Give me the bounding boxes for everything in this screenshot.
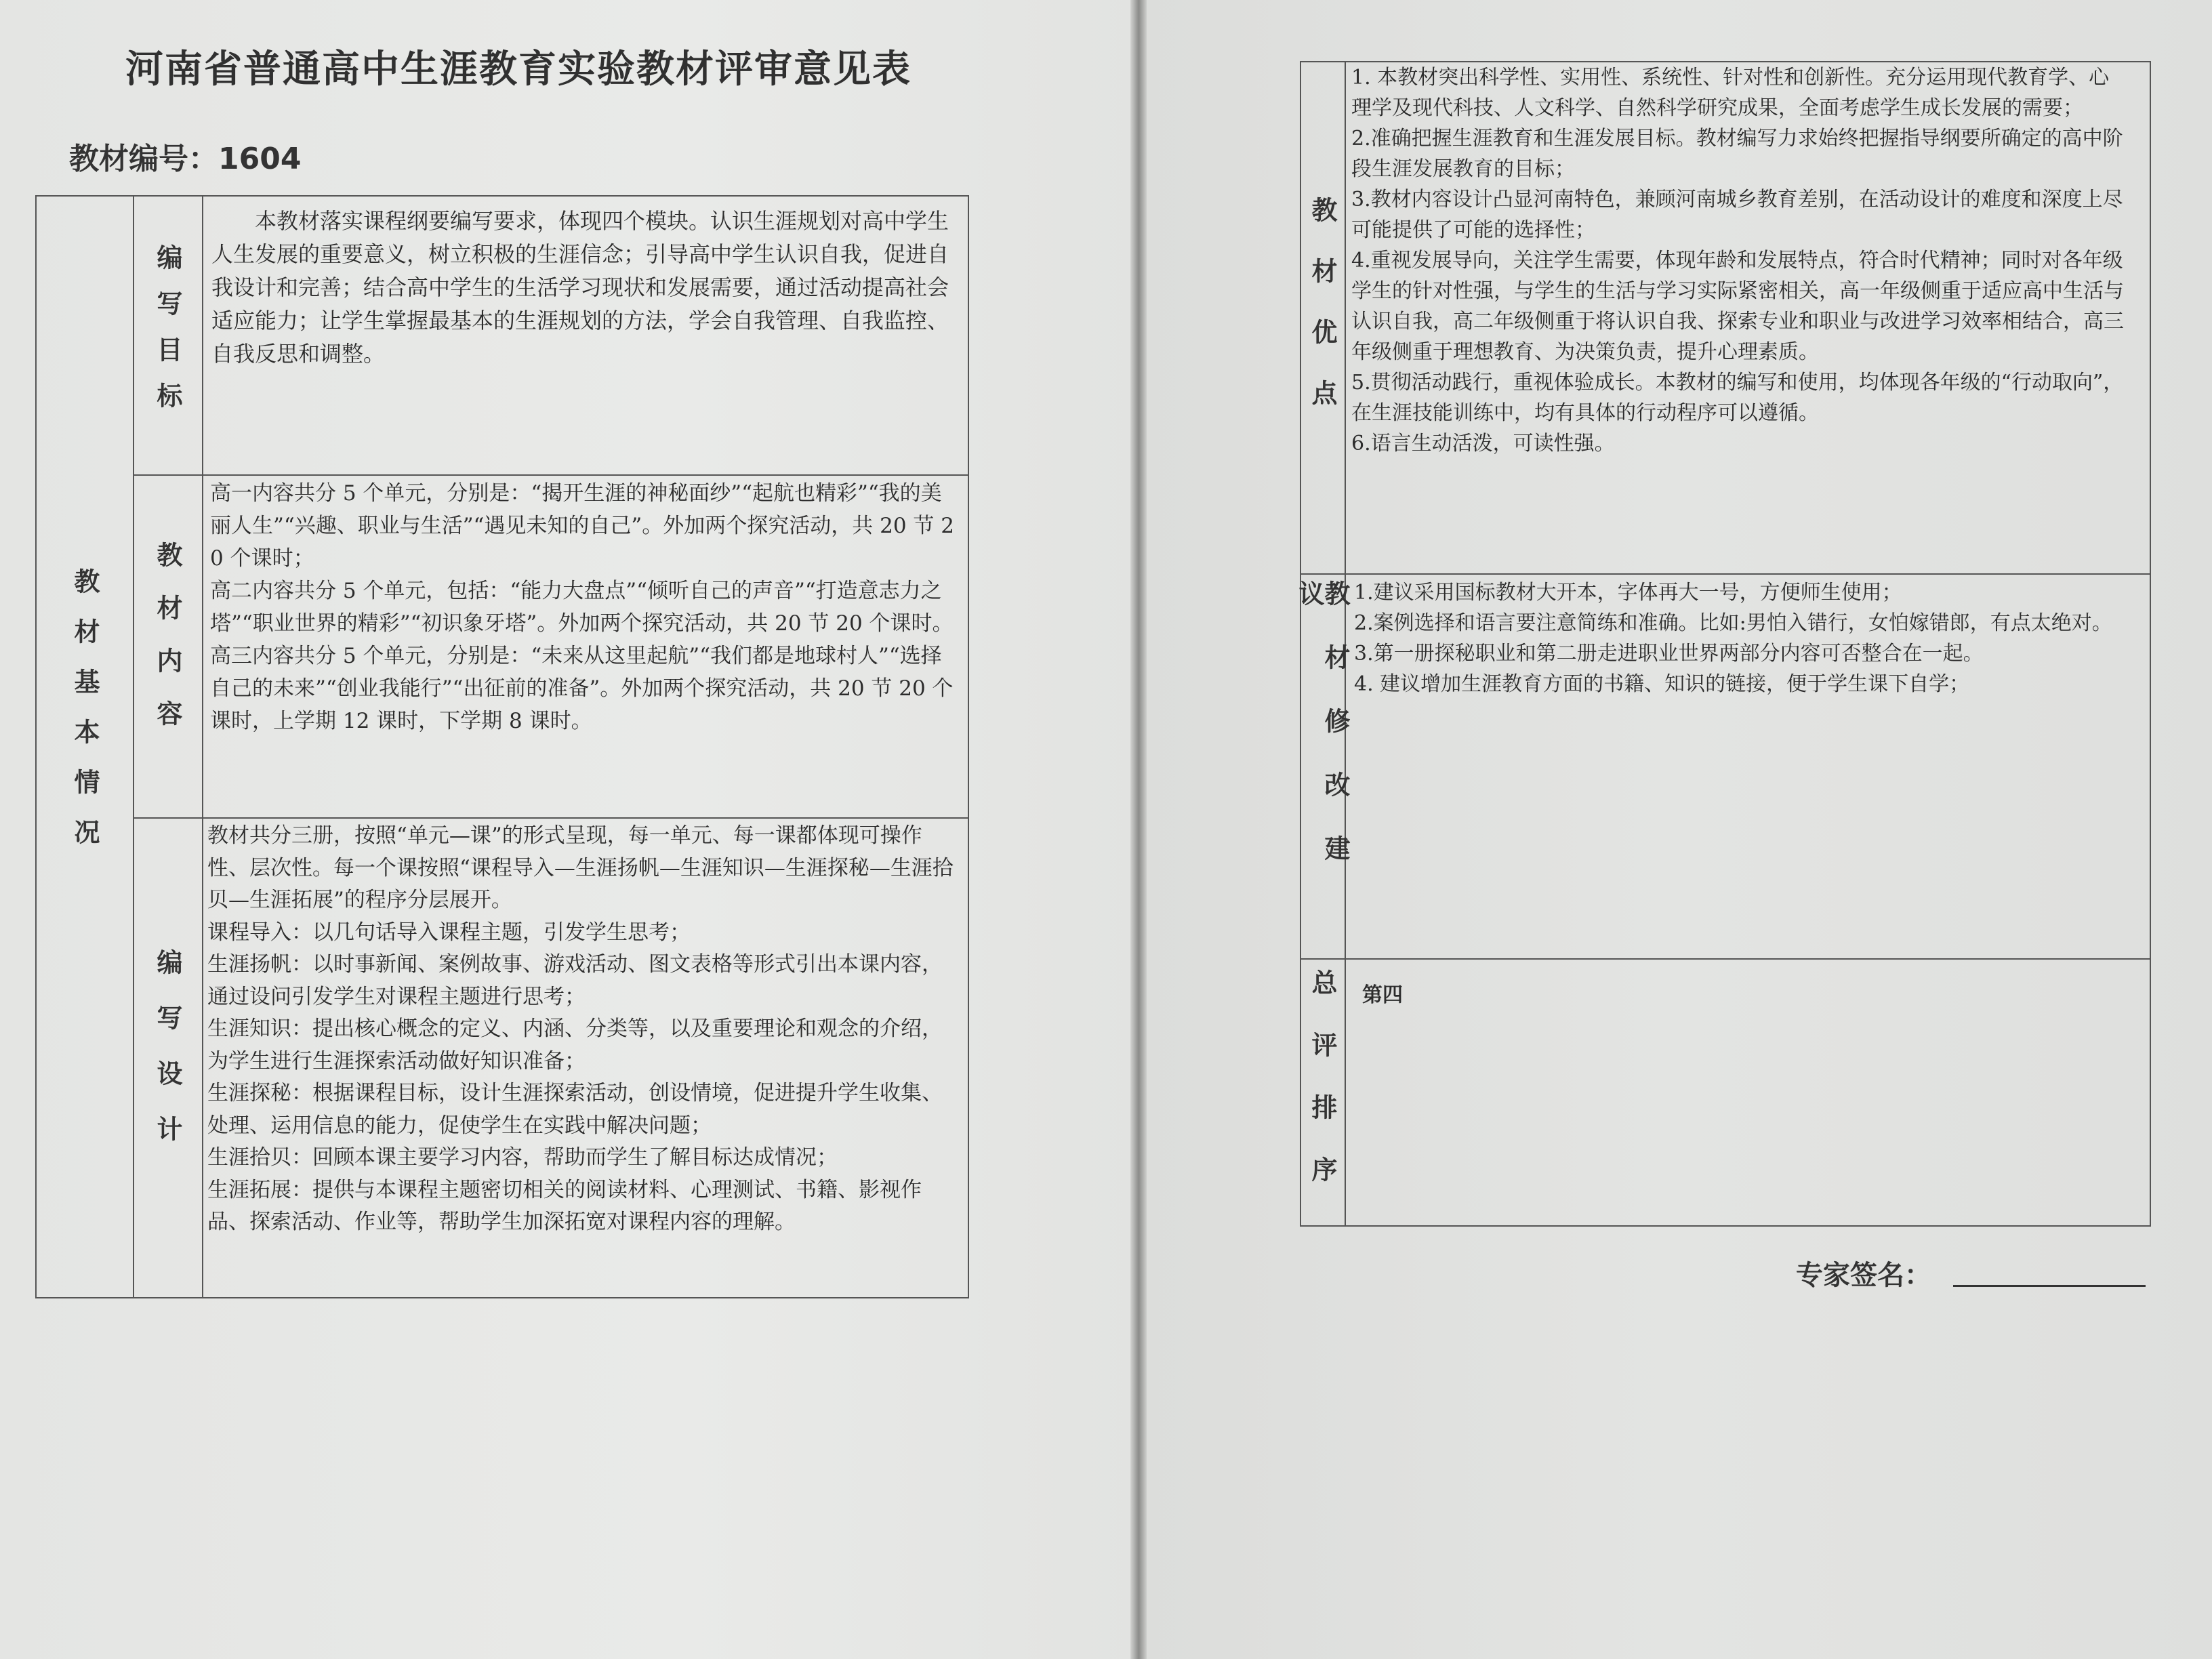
row-label-text: 教材优点 — [1307, 197, 1337, 441]
cell-material-content — [210, 477, 960, 737]
paragraph: 1. 本教材突出科学性、实用性、系统性、针对性和创新性。充分运用现代教育学、心理学及现代科技、人文科学、自然科学研究成果，全面考虑学生成长发展的需要； — [1351, 66, 2110, 120]
table-divider — [133, 817, 969, 819]
row-label-text: 编写目标 — [152, 244, 182, 428]
row-label-text: 总评排序 — [1307, 969, 1337, 1218]
row-label-strengths — [1301, 68, 1343, 569]
row-label-writing-design — [136, 823, 199, 1297]
row-label-text: 教材内容 — [152, 541, 182, 753]
paragraph: 本教材落实课程纲要编写要求，体现四个模块。认识生涯规划对高中学生人生发展的重要意义，树立积极的生涯信念；引导高中学生认识自我，促进自我设计和完善；结合高中学生的生活学习现状和发展需要，通过活动提高社会适应能力；让学生掌握最基本的生涯规划的方法，学会自我管理、自我监控、自我反思和调整。 — [211, 208, 949, 367]
cell-revision-suggestions — [1354, 577, 2133, 699]
cell-overall-ranking — [1362, 980, 2108, 1010]
table-divider — [202, 195, 203, 1298]
expert-signature-label: 专家签名： — [1796, 1260, 1931, 1291]
paragraph: 2.准确把握生涯教育和生涯发展目标。教材编写力求始终把握指导纲要所确定的高中阶段生涯发展教育的目标； — [1351, 127, 2123, 181]
cell-writing-design — [207, 820, 960, 1239]
paragraph: 5.贯彻活动践行，重视体验成长。本教材的编写和使用，均体现各年级的“行动取向”，在生涯技能训练中，均有具体的行动程序可以遵循。 — [1351, 371, 2124, 425]
page-gutter — [1130, 0, 1147, 1659]
table-divider — [1300, 958, 2151, 960]
paragraph: 6.语言生动活泼，可读性强。 — [1351, 432, 1615, 455]
paragraph: 生涯探秘：根据课程目标，设计生涯探索活动，创设情境，促进提升学生收集、处理、运用信息的能力，促使学生在实践中解决问题； — [207, 1081, 943, 1138]
paragraph: 教材共分三册，按照“单元—课”的形式呈现，每一单元、每一课都体现可操作性、层次性。每一个课按照“课程导入—生涯扬帆—生涯知识—生涯探秘—生涯拾贝—生涯拓展”的程序分层展开。 — [207, 823, 954, 912]
paragraph: 生涯扬帆：以时事新闻、案例故事、游戏活动、图文表格等形式引出本课内容，通过设问引发学生对课程主题进行思考； — [207, 952, 943, 1009]
cell-strengths — [1351, 62, 2124, 459]
paragraph: 生涯知识：提出核心概念的定义、内涵、分类等，以及重要理论和观念的介绍，为学生进行生涯探索活动做好知识准备； — [207, 1017, 943, 1073]
material-code-label: 教材编号： — [69, 142, 218, 176]
table-divider — [1300, 573, 2151, 575]
cell-writing-goal — [211, 205, 960, 371]
paragraph: 4. 建议增加生涯教育方面的书籍、知识的链接，便于学生课下自学； — [1354, 672, 1970, 696]
table-divider — [133, 195, 134, 1298]
paragraph: 生涯拾贝：回顾本课主要学习内容，帮助而学生了解目标达成情况； — [207, 1145, 838, 1170]
paragraph: 2.案例选择和语言要注意简练和准确。比如:男怕入错行，女怕嫁错郎，有点太绝对。 — [1354, 611, 2112, 635]
paragraph: 课程导入：以几句话导入课程主题，引发学生思考； — [207, 920, 691, 945]
row-label-revision-suggestions — [1294, 580, 1350, 954]
material-code-value: 1604 — [218, 142, 302, 176]
section-label-basic-info — [41, 501, 129, 935]
paragraph: 高三内容共分 5 个单元，分别是：“未来从这里起航”“我们都是地球村人”“选择自己的未来”“创业我能行”“出征前的准备”。外加两个探究活动，共 20 节 20 个课时，上学期 12 课时，下学期 8 课时。 — [210, 644, 954, 733]
paragraph: 4.重视发展导向，关注学生需要，体现年龄和发展特点，符合时代精神；同时对各年级学生的针对性强，与学生的生活与学习实际紧密相关，高一年级侧重于适应高中生活与认识自我，高二年级侧重于将认识自我、探索专业和职业与改进学习效率相结合，高三年级侧重于理想教育、为决策负责，提升心理素质。 — [1351, 249, 2124, 364]
paragraph: 高二内容共分 5 个单元，包括：“能力大盘点”“倾听自己的声音”“打造意志力之塔”“职业世界的精彩”“初识象牙塔”。外加两个探究活动，共 20 节 20 个课时。 — [210, 579, 954, 636]
row-label-overall-ranking — [1301, 964, 1343, 1224]
paragraph: 生涯拓展：提供与本课程主题密切相关的阅读材料、心理测试、书籍、影视作品、探索活动、作业等，帮助学生加深拓宽对课程内容的理解。 — [207, 1177, 922, 1234]
section-label-text: 教材基本情况 — [70, 568, 100, 869]
row-label-writing-goal — [136, 201, 199, 472]
row-label-text: 教材修改建议 — [1294, 580, 1350, 899]
signature-line[interactable] — [1953, 1285, 2146, 1287]
material-code — [69, 134, 301, 178]
paragraph: 3.教材内容设计凸显河南特色，兼顾河南城乡教育差别，在活动设计的难度和深度上尽可能提供了可能的选择性； — [1351, 188, 2123, 242]
ranking-value: 第四 — [1362, 983, 1403, 1007]
paragraph: 1.建议采用国标教材大开本，字体再大一号，方便师生使用； — [1354, 581, 1902, 605]
paragraph: 高一内容共分 5 个单元，分别是：“揭开生涯的神秘面纱”“起航也精彩”“我的美丽人生”“兴趣、职业与生活”“遇见未知的自己”。外加两个探究活动，共 20 节 20 个课时； — [210, 481, 954, 571]
paragraph: 3.第一册探秘职业和第二册走进职业世界两部分内容可否整合在一起。 — [1354, 642, 1984, 665]
row-label-text: 编写设计 — [152, 949, 182, 1171]
row-label-material-content — [136, 480, 199, 815]
table-divider — [133, 474, 969, 476]
form-title: 河南省普通高中生涯教育实验教材评审意见表 — [125, 47, 912, 91]
